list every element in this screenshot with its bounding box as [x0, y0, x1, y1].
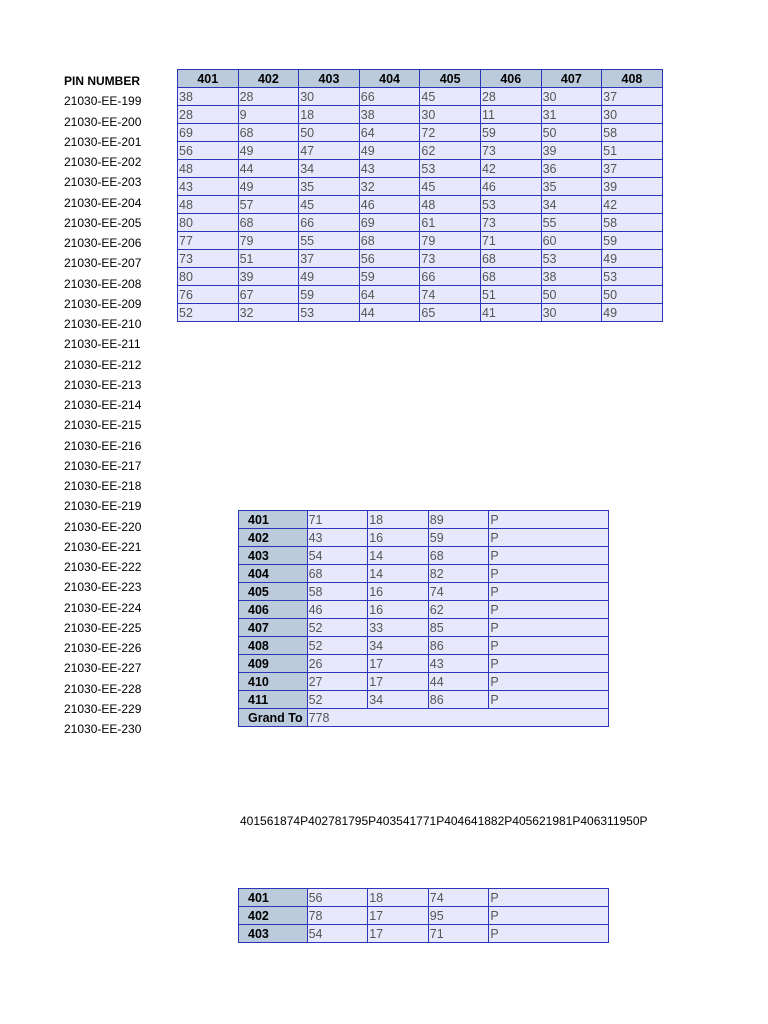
pin-number-cell[interactable]: 21030-EE-210: [64, 317, 142, 331]
result-cell[interactable]: P: [489, 583, 609, 601]
subject-code-cell[interactable]: 410: [239, 673, 308, 691]
mark-cell[interactable]: 66: [299, 214, 360, 232]
mark-cell[interactable]: 36: [541, 160, 602, 178]
mark-cell[interactable]: 35: [541, 178, 602, 196]
marks-row: [178, 142, 663, 160]
value-cell[interactable]: 18: [368, 889, 429, 907]
pin-number-cell[interactable]: 21030-EE-199: [64, 94, 142, 109]
result-cell[interactable]: P: [489, 673, 609, 691]
mark-cell[interactable]: 28: [238, 88, 299, 106]
mark-cell[interactable]: 18: [299, 106, 360, 124]
value-cell[interactable]: 71: [428, 925, 489, 943]
subject-code-cell[interactable]: 401: [239, 511, 308, 529]
value-cell[interactable]: 56: [307, 889, 368, 907]
mark-cell[interactable]: 30: [299, 88, 360, 106]
mark-cell[interactable]: 48: [420, 196, 481, 214]
mark-cell[interactable]: 42: [480, 160, 541, 178]
pin-number-cell[interactable]: 21030-EE-211: [64, 337, 141, 352]
value-cell[interactable]: 86: [428, 637, 489, 655]
pin-number-cell[interactable]: 21030-EE-214: [64, 398, 142, 412]
mark-cell[interactable]: 58: [602, 124, 663, 142]
marks-row: [178, 124, 663, 142]
concatenated-result-cell[interactable]: 401561874P402781795P403541771P404641882P405621981P406311950P: [240, 814, 648, 828]
subject-code-cell[interactable]: 403: [239, 925, 308, 943]
value-cell[interactable]: 68: [428, 547, 489, 565]
mark-cell[interactable]: 43: [359, 160, 420, 178]
value-cell[interactable]: 17: [368, 907, 429, 925]
pin-number-cell[interactable]: 21030-EE-205: [64, 215, 142, 230]
value-cell[interactable]: 71: [307, 511, 368, 529]
pin-number-cell[interactable]: 21030-EE-228: [64, 681, 142, 696]
value-cell[interactable]: 17: [368, 655, 429, 673]
mark-cell[interactable]: 76: [178, 286, 239, 304]
mark-cell[interactable]: 28: [480, 88, 541, 106]
mark-cell[interactable]: 48: [178, 196, 239, 214]
mark-cell[interactable]: 49: [238, 178, 299, 196]
value-cell[interactable]: 54: [307, 547, 368, 565]
summary-row: [239, 547, 609, 565]
mark-cell[interactable]: 47: [299, 142, 360, 160]
mark-cell[interactable]: 37: [602, 88, 663, 106]
summary-row: [239, 529, 609, 547]
marks-row: [178, 160, 663, 178]
result-cell[interactable]: P: [489, 907, 609, 925]
marks-row: [178, 196, 663, 214]
value-cell[interactable]: 34: [368, 637, 429, 655]
mark-cell[interactable]: 31: [541, 106, 602, 124]
pin-number-cell[interactable]: 21030-EE-230: [64, 722, 142, 736]
subject-code-cell[interactable]: 408: [239, 637, 308, 655]
mark-cell[interactable]: 9: [238, 106, 299, 124]
mark-cell[interactable]: 44: [359, 304, 420, 322]
marks-table: [177, 69, 663, 322]
mark-cell[interactable]: 41: [480, 304, 541, 322]
result-cell[interactable]: P: [489, 565, 609, 583]
value-cell[interactable]: 16: [368, 529, 429, 547]
mark-cell[interactable]: 61: [420, 214, 481, 232]
summary-body: [239, 511, 609, 709]
mark-cell[interactable]: 73: [480, 142, 541, 160]
subject-code-cell[interactable]: 404: [239, 565, 308, 583]
mark-cell[interactable]: 46: [480, 178, 541, 196]
mark-cell[interactable]: 28: [178, 106, 239, 124]
mark-cell[interactable]: 48: [178, 160, 239, 178]
mark-cell[interactable]: 73: [480, 214, 541, 232]
pin-number-cell[interactable]: 21030-EE-215: [64, 418, 142, 433]
value-cell[interactable]: 43: [307, 529, 368, 547]
mark-cell[interactable]: 71: [480, 232, 541, 250]
mark-cell[interactable]: 52: [178, 304, 239, 322]
result-cell[interactable]: P: [489, 691, 609, 709]
marks-row: [178, 304, 663, 322]
mark-cell[interactable]: 59: [602, 232, 663, 250]
marks-header-row: [178, 70, 663, 88]
summary-2-row: [239, 907, 609, 925]
mark-cell[interactable]: 62: [420, 142, 481, 160]
pin-number-header: PIN NUMBER: [64, 74, 141, 88]
mark-cell[interactable]: 68: [480, 268, 541, 286]
value-cell[interactable]: 82: [428, 565, 489, 583]
value-cell[interactable]: 46: [307, 601, 368, 619]
marks-row: [178, 178, 663, 196]
summary-row: [239, 601, 609, 619]
mark-cell[interactable]: 80: [178, 214, 239, 232]
mark-cell[interactable]: 53: [299, 304, 360, 322]
pin-number-cell[interactable]: 21030-EE-225: [64, 620, 142, 635]
mark-cell[interactable]: 50: [299, 124, 360, 142]
pin-number-cell[interactable]: 21030-EE-209: [64, 296, 142, 311]
mark-cell[interactable]: 53: [420, 160, 481, 178]
pin-number-cell[interactable]: 21030-EE-216: [64, 438, 142, 453]
pin-list: [64, 91, 174, 736]
subject-code-cell[interactable]: 402: [239, 907, 308, 925]
pin-number-cell[interactable]: 21030-EE-204: [64, 195, 142, 210]
subject-code-cell[interactable]: 403: [239, 547, 308, 565]
value-cell[interactable]: 26: [307, 655, 368, 673]
marks-row: [178, 232, 663, 250]
mark-cell[interactable]: 49: [299, 268, 360, 286]
mark-cell[interactable]: 34: [541, 196, 602, 214]
mark-cell[interactable]: 66: [359, 88, 420, 106]
pin-number-cell[interactable]: 21030-EE-212: [64, 357, 142, 372]
mark-cell[interactable]: 72: [420, 124, 481, 142]
subject-code-cell[interactable]: 409: [239, 655, 308, 673]
mark-cell[interactable]: 50: [541, 286, 602, 304]
summary-row: [239, 637, 609, 655]
value-cell[interactable]: 14: [368, 547, 429, 565]
subject-code-cell[interactable]: 406: [239, 601, 308, 619]
mark-cell[interactable]: 53: [541, 250, 602, 268]
pin-number-cell[interactable]: 21030-EE-220: [64, 519, 142, 534]
mark-cell[interactable]: 80: [178, 268, 239, 286]
marks-row: [178, 88, 663, 106]
mark-cell[interactable]: 68: [359, 232, 420, 250]
mark-cell[interactable]: 64: [359, 124, 420, 142]
value-cell[interactable]: 17: [368, 673, 429, 691]
value-cell[interactable]: 18: [368, 511, 429, 529]
subject-code-header[interactable]: 402: [238, 70, 299, 88]
mark-cell[interactable]: 67: [238, 286, 299, 304]
value-cell[interactable]: 52: [307, 691, 368, 709]
value-cell[interactable]: 27: [307, 673, 368, 691]
mark-cell[interactable]: 59: [299, 286, 360, 304]
pin-number-cell[interactable]: 21030-EE-207: [64, 256, 142, 271]
mark-cell[interactable]: 32: [238, 304, 299, 322]
mark-cell[interactable]: 53: [602, 268, 663, 286]
mark-cell[interactable]: 53: [480, 196, 541, 214]
pin-number-cell[interactable]: 21030-EE-222: [64, 560, 142, 574]
mark-cell[interactable]: 39: [602, 178, 663, 196]
mark-cell[interactable]: 38: [178, 88, 239, 106]
result-cell[interactable]: P: [489, 529, 609, 547]
value-cell[interactable]: 34: [368, 691, 429, 709]
value-cell[interactable]: 33: [368, 619, 429, 637]
mark-cell[interactable]: 37: [602, 160, 663, 178]
pin-number-cell[interactable]: 21030-EE-221: [64, 539, 142, 554]
summary-row: [239, 691, 609, 709]
summary-table: [238, 510, 609, 727]
summary-row: [239, 655, 609, 673]
subject-code-header[interactable]: 403: [299, 70, 360, 88]
mark-cell[interactable]: 35: [299, 178, 360, 196]
value-cell[interactable]: 16: [368, 601, 429, 619]
mark-cell[interactable]: 51: [480, 286, 541, 304]
subject-code-cell[interactable]: 401: [239, 889, 308, 907]
summary-row: [239, 511, 609, 529]
marks-row: [178, 106, 663, 124]
marks-row: [178, 214, 663, 232]
pin-number-cell[interactable]: 21030-EE-201: [64, 134, 142, 149]
value-cell[interactable]: 52: [307, 619, 368, 637]
pin-number-cell[interactable]: 21030-EE-227: [64, 661, 142, 676]
mark-cell[interactable]: 69: [359, 214, 420, 232]
summary-row: [239, 619, 609, 637]
mark-cell[interactable]: 77: [178, 232, 239, 250]
mark-cell[interactable]: 65: [420, 304, 481, 322]
mark-cell[interactable]: 50: [602, 286, 663, 304]
mark-cell[interactable]: 32: [359, 178, 420, 196]
value-cell[interactable]: 74: [428, 889, 489, 907]
pin-number-cell[interactable]: 21030-EE-218: [64, 479, 142, 493]
mark-cell[interactable]: 56: [178, 142, 239, 160]
mark-cell[interactable]: 59: [359, 268, 420, 286]
pin-number-cell[interactable]: 21030-EE-217: [64, 458, 142, 473]
marks-row: [178, 250, 663, 268]
result-cell[interactable]: P: [489, 889, 609, 907]
pin-number-cell[interactable]: 21030-EE-226: [64, 641, 142, 655]
grand-total-label[interactable]: Grand To: [239, 709, 308, 727]
mark-cell[interactable]: 34: [299, 160, 360, 178]
value-cell[interactable]: 85: [428, 619, 489, 637]
summary-2-body: [239, 889, 609, 943]
mark-cell[interactable]: 30: [541, 304, 602, 322]
mark-cell[interactable]: 74: [420, 286, 481, 304]
subject-code-cell[interactable]: 411: [239, 691, 308, 709]
mark-cell[interactable]: 59: [480, 124, 541, 142]
result-cell[interactable]: P: [489, 547, 609, 565]
pin-number-cell[interactable]: 21030-EE-208: [64, 276, 142, 291]
value-cell[interactable]: 43: [428, 655, 489, 673]
mark-cell[interactable]: 46: [359, 196, 420, 214]
pin-number-cell[interactable]: 21030-EE-206: [64, 236, 142, 250]
mark-cell[interactable]: 55: [299, 232, 360, 250]
summary-2-row: [239, 925, 609, 943]
subject-code-header[interactable]: 407: [541, 70, 602, 88]
subject-code-header[interactable]: 408: [602, 70, 663, 88]
mark-cell[interactable]: 68: [238, 124, 299, 142]
subject-code-header[interactable]: 406: [480, 70, 541, 88]
mark-cell[interactable]: 39: [238, 268, 299, 286]
value-cell[interactable]: 16: [368, 583, 429, 601]
marks-row: [178, 268, 663, 286]
mark-cell[interactable]: 64: [359, 286, 420, 304]
value-cell[interactable]: 62: [428, 601, 489, 619]
mark-cell[interactable]: 49: [602, 250, 663, 268]
mark-cell[interactable]: 73: [178, 250, 239, 268]
value-cell[interactable]: 59: [428, 529, 489, 547]
mark-cell[interactable]: 38: [541, 268, 602, 286]
result-cell[interactable]: P: [489, 511, 609, 529]
summary-row: [239, 673, 609, 691]
value-cell[interactable]: 95: [428, 907, 489, 925]
mark-cell[interactable]: 11: [480, 106, 541, 124]
value-cell[interactable]: 86: [428, 691, 489, 709]
mark-cell[interactable]: 38: [359, 106, 420, 124]
value-cell[interactable]: 52: [307, 637, 368, 655]
subject-code-cell[interactable]: 405: [239, 583, 308, 601]
subject-code-header[interactable]: 401: [178, 70, 239, 88]
mark-cell[interactable]: 58: [602, 214, 663, 232]
result-cell[interactable]: P: [489, 601, 609, 619]
result-cell[interactable]: P: [489, 637, 609, 655]
value-cell[interactable]: 74: [428, 583, 489, 601]
pin-number-cell[interactable]: 21030-EE-229: [64, 701, 142, 716]
mark-cell[interactable]: 51: [238, 250, 299, 268]
mark-cell[interactable]: 79: [420, 232, 481, 250]
mark-cell[interactable]: 49: [359, 142, 420, 160]
mark-cell[interactable]: 73: [420, 250, 481, 268]
pin-number-column: [64, 71, 174, 736]
value-cell[interactable]: 44: [428, 673, 489, 691]
summary-2-row: [239, 889, 609, 907]
pin-number-cell[interactable]: 21030-EE-219: [64, 499, 142, 514]
mark-cell[interactable]: 56: [359, 250, 420, 268]
summary-row: [239, 565, 609, 583]
mark-cell[interactable]: 51: [602, 142, 663, 160]
mark-cell[interactable]: 37: [299, 250, 360, 268]
subject-code-cell[interactable]: 407: [239, 619, 308, 637]
mark-cell[interactable]: 45: [299, 196, 360, 214]
pin-number-cell[interactable]: 21030-EE-224: [64, 600, 142, 615]
result-cell[interactable]: P: [489, 619, 609, 637]
value-cell[interactable]: 14: [368, 565, 429, 583]
mark-cell[interactable]: 55: [541, 214, 602, 232]
value-cell[interactable]: 68: [307, 565, 368, 583]
value-cell[interactable]: 78: [307, 907, 368, 925]
mark-cell[interactable]: 44: [238, 160, 299, 178]
mark-cell[interactable]: 42: [602, 196, 663, 214]
mark-cell[interactable]: 45: [420, 178, 481, 196]
marks-row: [178, 286, 663, 304]
grand-total-row: [239, 709, 609, 727]
subject-code-cell[interactable]: 402: [239, 529, 308, 547]
mark-cell[interactable]: 79: [238, 232, 299, 250]
mark-cell[interactable]: 49: [238, 142, 299, 160]
pin-number-cell[interactable]: 21030-EE-203: [64, 175, 142, 190]
mark-cell[interactable]: 45: [420, 88, 481, 106]
mark-cell[interactable]: 68: [480, 250, 541, 268]
mark-cell[interactable]: 30: [602, 106, 663, 124]
subject-code-header[interactable]: 405: [420, 70, 481, 88]
result-cell[interactable]: P: [489, 925, 609, 943]
mark-cell[interactable]: 57: [238, 196, 299, 214]
pin-number-cell[interactable]: 21030-EE-213: [64, 377, 142, 392]
summary-row: [239, 583, 609, 601]
mark-cell[interactable]: 49: [602, 304, 663, 322]
mark-cell[interactable]: 30: [541, 88, 602, 106]
mark-cell[interactable]: 69: [178, 124, 239, 142]
pin-number-cell[interactable]: 21030-EE-223: [64, 580, 142, 595]
result-cell[interactable]: P: [489, 655, 609, 673]
mark-cell[interactable]: 66: [420, 268, 481, 286]
marks-body: [178, 88, 663, 322]
pin-number-cell[interactable]: 21030-EE-200: [64, 114, 142, 129]
value-cell[interactable]: 54: [307, 925, 368, 943]
mark-cell[interactable]: 39: [541, 142, 602, 160]
mark-cell[interactable]: 43: [178, 178, 239, 196]
mark-cell[interactable]: 68: [238, 214, 299, 232]
value-cell[interactable]: 58: [307, 583, 368, 601]
subject-code-header[interactable]: 404: [359, 70, 420, 88]
summary-table-2: [238, 888, 609, 943]
mark-cell[interactable]: 50: [541, 124, 602, 142]
pin-number-cell[interactable]: 21030-EE-202: [64, 155, 142, 169]
grand-total-value[interactable]: 778: [307, 709, 609, 727]
value-cell[interactable]: 89: [428, 511, 489, 529]
mark-cell[interactable]: 60: [541, 232, 602, 250]
value-cell[interactable]: 17: [368, 925, 429, 943]
mark-cell[interactable]: 30: [420, 106, 481, 124]
